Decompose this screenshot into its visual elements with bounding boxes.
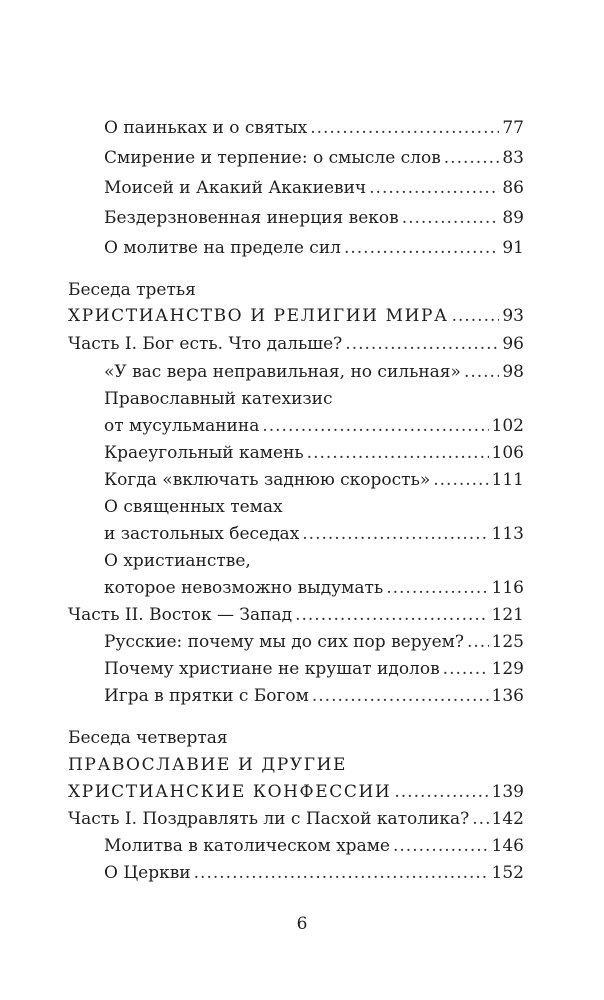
toc-entry-title: Бездерзновенная инерция веков: [104, 208, 399, 228]
toc-entry-title: Почему христиане не крушат идолов: [104, 659, 440, 679]
toc-leader-dots: [443, 654, 489, 684]
toc-entry: [104, 573, 524, 603]
toc-entry-page: 102: [491, 416, 524, 436]
toc-leader-dots: [467, 627, 489, 657]
toc-leader-dots: [393, 831, 489, 861]
toc-entry: [104, 438, 524, 468]
toc-entry-page: 129: [491, 659, 524, 679]
toc-leader-dots: [386, 573, 488, 603]
section-title-line1: ПРАВОСЛАВИЕ И ДРУГИЕ: [68, 755, 348, 775]
toc-leader-dots: [369, 173, 499, 203]
section-title-entry: [68, 301, 524, 331]
toc-entry-title: О паиньках и о святых: [104, 118, 308, 138]
toc-leader-dots: [433, 465, 488, 495]
toc-entry-title: Краеугольный камень: [104, 443, 304, 463]
toc-entry-page: 152: [491, 863, 524, 883]
toc-leader-dots: [295, 600, 488, 630]
toc-entry: [104, 519, 524, 549]
toc-entry-title: которое невозможно выдумать: [104, 578, 384, 598]
toc-entry-page: 142: [491, 809, 524, 829]
part-title: Часть I. Бог есть. Что дальше?: [68, 334, 343, 354]
toc-entry-title: от мусульманина: [104, 416, 260, 436]
page-number: 6: [296, 914, 308, 934]
toc-entry-title: Игра в прятки с Богом: [104, 686, 309, 706]
toc-entry-page: 96: [502, 334, 524, 354]
toc-entry: [104, 627, 524, 657]
toc-entry-page: 89: [502, 208, 524, 228]
toc-entry-title-line1: Православный катехизис: [104, 389, 333, 409]
toc-entry-title: Русские: почему мы до сих пор веруем?: [104, 632, 464, 652]
toc-leader-dots: [310, 113, 499, 143]
toc-entry: [104, 654, 524, 684]
toc-leader-dots: [444, 143, 500, 173]
toc-entry: [104, 681, 524, 711]
toc-entry-title: Когда «включать заднюю скорость»: [104, 470, 431, 490]
toc-leader-dots: [464, 357, 499, 387]
section-title-entry: [68, 777, 524, 807]
toc-entry-page: 116: [491, 578, 524, 598]
toc-entry-page: 91: [502, 238, 524, 258]
toc-entry: [104, 858, 524, 888]
toc-entry-page: 98: [502, 362, 524, 382]
toc-leader-dots: [344, 233, 499, 263]
part-entry: [68, 329, 524, 359]
section-title: ХРИСТИАНСКИЕ КОНФЕССИИ: [68, 782, 392, 802]
toc-entry-page: 86: [502, 178, 524, 198]
toc-entry-title: «У вас вера неправильная, но сильная»: [104, 362, 461, 382]
toc-leader-dots: [402, 203, 500, 233]
toc-leader-dots: [262, 411, 488, 441]
toc-entry-title: Молитва в католическом храме: [104, 836, 390, 856]
toc-entry-page: 93: [502, 306, 524, 326]
toc-entry-page: 121: [491, 605, 524, 625]
toc-leader-dots: [312, 681, 489, 711]
toc-entry-page: 139: [491, 782, 524, 802]
toc-entry: [104, 831, 524, 861]
toc-entry: [104, 233, 524, 263]
toc-entry-page: 111: [491, 470, 524, 490]
toc-leader-dots: [345, 329, 499, 359]
toc-entry-title: и застольных беседах: [104, 524, 300, 544]
toc-entry-title: О молитве на пределе сил: [104, 238, 341, 258]
toc-entry-page: 77: [502, 118, 524, 138]
toc-entry-page: 136: [491, 686, 524, 706]
toc-entry: [104, 143, 524, 173]
toc-leader-dots: [472, 804, 488, 834]
toc-entry-title-line1: О священных темах: [104, 497, 283, 517]
part-entry: [68, 600, 524, 630]
toc-entry-title: О Церкви: [104, 863, 191, 883]
toc-leader-dots: [194, 858, 489, 888]
section-label: Беседа четвертая: [68, 728, 228, 748]
part-title: Часть II. Восток — Запад: [68, 605, 293, 625]
toc-entry: [104, 173, 524, 203]
toc-entry-title: Смирение и терпение: о смысле слов: [104, 148, 441, 168]
toc-leader-dots: [452, 301, 500, 331]
toc-leader-dots: [307, 438, 489, 468]
toc-entry: [104, 465, 524, 495]
section-title: ХРИСТИАНСТВО И РЕЛИГИИ МИРА: [68, 306, 449, 326]
toc-entry-page: 125: [491, 632, 524, 652]
toc-leader-dots: [394, 777, 488, 807]
toc-entry-title: Моисей и Акакий Акакиевич: [104, 178, 367, 198]
toc-entry-page: 106: [491, 443, 524, 463]
section-label: Беседа третья: [68, 280, 196, 300]
toc-entry: [104, 357, 524, 387]
toc-entry: [104, 203, 524, 233]
part-entry: [68, 804, 524, 834]
part-title: Часть I. Поздравлять ли с Пасхой католика?: [68, 809, 470, 829]
toc-leader-dots: [302, 519, 488, 549]
toc-entry-page: 83: [502, 148, 524, 168]
toc-entry-title-line1: О христианстве,: [104, 551, 251, 571]
toc-entry-page: 146: [491, 836, 524, 856]
toc-entry: [104, 411, 524, 441]
toc-entry: [104, 113, 524, 143]
toc-entry-page: 113: [491, 524, 524, 544]
